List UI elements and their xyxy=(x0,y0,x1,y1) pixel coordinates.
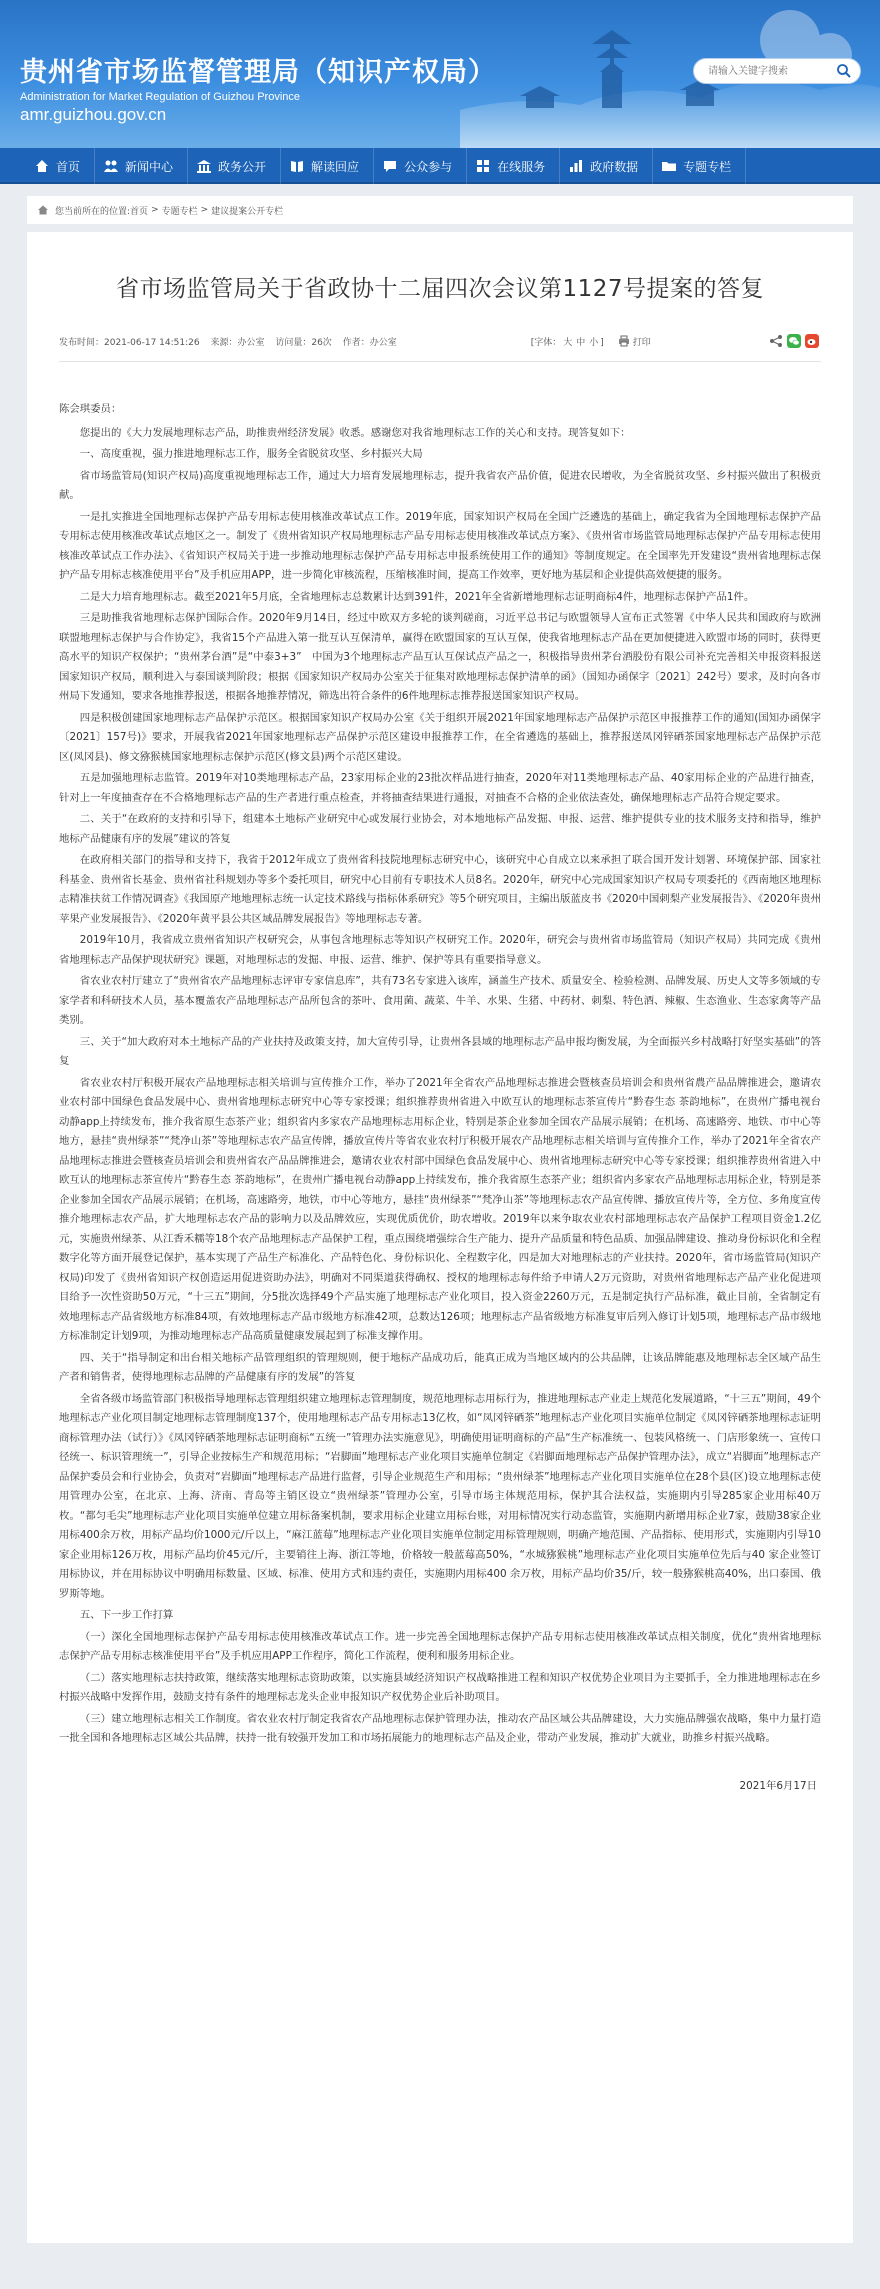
paragraph: 省农业农村厅建立了“贵州省农产品地理标志评审专家信息库”，共有73名专家进入该库，涵盖生产技术、质量安全、检验检测、品牌发展、历史人文等多领域的专家学者和科研技术人员，基本覆盖农产品地理标志产品所包含的茶叶、食用菌、蔬菜、牛羊、水果、生猪、中药材、刺梨、特色酒、辣椒、生态渔业、生态家禽等产品类别。 xyxy=(59,975,821,1026)
nav-item-label: 政务公开 xyxy=(218,159,267,174)
chat-icon xyxy=(382,158,398,174)
data-icon xyxy=(568,158,584,174)
article-title: 省市场监管局关于省政协十二届四次会议第1127号提案的答复 xyxy=(115,276,765,302)
printer-icon xyxy=(618,335,630,347)
font-size-label-end: ] xyxy=(600,337,604,348)
nav-item-label: 在线服务 xyxy=(497,159,546,174)
paragraph: 省市场监管局(知识产权局)高度重视地理标志工作，通过大力培育发展地理标志，提升我省农产品价值，促进农民增收，为全省脱贫攻坚、乡村振兴做出了积极贡献。 xyxy=(59,469,821,501)
nav-item-label: 解读回应 xyxy=(311,159,360,174)
nav-item-gov-open[interactable] xyxy=(188,148,281,184)
home-icon xyxy=(37,204,49,216)
publish-time: 发布时间：2021-06-17 14:51:26 xyxy=(59,337,200,348)
breadcrumb-prefix: 您当前所在的位置: xyxy=(55,206,131,217)
breadcrumb-separator: > xyxy=(151,205,159,215)
reply-date: 2021年6月17日 xyxy=(739,1779,817,1792)
grid-icon xyxy=(475,158,491,174)
wechat-icon[interactable] xyxy=(787,334,801,348)
weibo-icon[interactable] xyxy=(805,334,819,348)
building-icon xyxy=(196,158,212,174)
main-nav xyxy=(0,148,880,184)
nav-item-news[interactable] xyxy=(95,148,188,184)
paragraph: 四是积极创建国家地理标志产品保护示范区。根据国家知识产权局办公室《关于组织开展2021年国家地理标志产品保护示范区申报推荐工作的通知(国知办函保字〔2021〕157号)》要求，开展我省2021年国家地理标志产品保护示范区建设申报推荐工作，在全省遴选的基础上，推荐报送凤冈锌硒茶国家地理标志产品保护示范区(凤冈县)、修文猕猴桃国家地理标志保护示范区(修文县)两个示范区建设。 xyxy=(59,711,821,763)
site-title: 贵州省市场监督管理局（知识产权局） xyxy=(20,57,496,88)
site-url: amr.guizhou.gov.cn xyxy=(20,105,167,124)
print-button[interactable] xyxy=(618,335,651,348)
search-box xyxy=(693,58,861,84)
people-icon xyxy=(103,158,119,174)
font-size-large[interactable]: 大 xyxy=(563,337,573,348)
nav-item-home[interactable] xyxy=(26,148,95,184)
breadcrumb-link-proposals[interactable]: 建议提案公开专栏 xyxy=(211,206,284,217)
search-icon[interactable] xyxy=(836,63,852,79)
breadcrumb-link-special[interactable]: 专题专栏 xyxy=(161,206,198,217)
section-heading: 五、下一步工作打算 xyxy=(79,1609,174,1621)
nav-item-label: 公众参与 xyxy=(404,159,453,174)
article-body xyxy=(59,400,821,1796)
font-size-control xyxy=(531,335,604,348)
paragraph: 您提出的《大力发展地理标志产品，助推贵州经济发展》收悉。感谢您对我省地理标志工作的关心和支持。现答复如下： xyxy=(79,426,631,439)
font-size-medium[interactable]: 中 xyxy=(576,337,586,348)
book-icon xyxy=(289,158,305,174)
nav-item-label: 专题专栏 xyxy=(683,159,732,174)
paragraph: 在政府相关部门的指导和支持下，我省于2012年成立了贵州省科技院地理标志研究中心，该研究中心自成立以来承担了联合国开发计划署、环境保护部、国家社科基金、贵州省长基金、贵州省社科规划办等多个委托项目，研究中心目前有专职技术人员8名。2020年，研究中心完成国家知识产权局专项委托的《西南地区地理标志精准扶贫工作情况调查》《我国原产地地理标志统一认定技术路线与指标体系研究》等5个研究项目，主编出版蓝皮书《2020中国刺梨产业发展报告》、《2020年贵州苹果产业发展报告》、《2020年黄平县公共区域品牌发展报告》等地理标志专著。 xyxy=(59,854,821,925)
article xyxy=(27,232,853,2243)
section-heading: 四、关于“指导制定和出台相关地标产品管理组织的管理规则，便于地标产品成功后，能真正成为当地区域内的公共品牌，让该品牌能惠及地理标志全区域产品生产者和销售者，使得地理标志品牌的产品健康有序的发展”的答复 xyxy=(59,1351,821,1383)
nav-item-gov-data[interactable] xyxy=(560,148,653,184)
section-heading: 三、关于“加大政府对本土地标产品的产业扶持及政策支持，加大宣传引导，让贵州各县域的地理标志产品申报均衡发展，为全面振兴乡村战略打好坚实基础”的答复 xyxy=(59,1035,821,1067)
nav-item-interpret[interactable] xyxy=(281,148,374,184)
paragraph: （一）深化全国地理标志保护产品专用标志使用核准改革试点工作。进一步完善全国地理标志保护产品专用标志使用核准改革试点相关制度，优化“贵州省地理标志保护产品专用标志核准使用平台”及手机应用APP工作程序，简化工作流程，便利和服务用标企业。 xyxy=(59,1630,821,1662)
paragraph: 全省各级市场监管部门积极指导地理标志管理组织建立地理标志管理制度，规范地理标志用标行为，推进地理标志产业走上规范化发展道路，“十三五”期间，49个地理标志产业化项目制定地理标志管理制度137个，使用地理标志产品专用标志13亿枚，如“凤冈锌硒茶”地理标志产业化项目实施单位制定《凤冈锌硒茶地理标志证明商标管理办法（试行）》《凤冈锌硒茶地理标志证明商标“五统一”管理办法实施意见》，明确使用证明商标的产品“生产标准统一、包装风格统一、门店形象统一、宣传口径统一、标识管理统一”，引导企业按标生产和规范用标；“岩脚面”地理标志产业化项目实施单位制定《岩脚面地理标志产品保护管理办法》，成立“岩脚面”地理标志产品保护委员会和行业协会，负责对“岩脚面”地理标志产品进行监督，引导企业规范生产和用标；“贵州绿茶”地理标志产业化项目实施单位在28个县(区)设立地理标志使用管理办公室，在北京、上海、济南、青岛等主销区设立“贵州绿茶”管理办公室，引导市场主体规范用标，保护其合法权益，实施期内引导285家企业用标40万枚。“都匀毛尖”地理标志产业化项目实施单位建立用标备案机制，要求用标企业建立用标台账，对用标情况实行动态监管，实施期内新增用标企业7家，鼓励38家企业用标400余万枚，用标产品均价1000元/斤以上，“麻江蓝莓”地理标志产业化项目实施单位制定用标管理规则，明确产地范围、产品指标、使用形式，实施期内引导10 家企业用标126万枚，用标产品均价45元/斤，主要销往上海、浙江等地，价格较一般蓝莓高50%，“水城猕猴桃”地理标志产业化项目实施单位先后与40 家企业签订用标协议，并在用标协议中明确用标数量、区域、标准、使用方式和违约责任，实施期内用标400 余万枚，用标产品均价35/斤，较一般猕猴桃高40%，出口泰国、俄罗斯等地。 xyxy=(59,1392,821,1600)
breadcrumb-separator: > xyxy=(200,205,209,215)
paragraph: 2019年10月，我省成立贵州省知识产权研究会，从事包含地理标志等知识产权研究工作。2020年，研究会与贵州省市场监管局（知识产权局）共同完成《贵州省地理标志产品保护现状研究》课题，对地理标志的发掘、申报、运营、维护、保护等具有重要指导意义。 xyxy=(59,934,821,966)
paragraph: 三是助推我省地理标志保护国际合作。2020年9月14日，经过中欧双方多轮的谈判磋商，习近平总书记与欧盟领导人宣布正式签署《中华人民共和国政府与欧洲联盟地理标志保护与合作协定》，我省15个产品进入第一批互认互保清单，赢得在欧盟国家的互认互保，使我省地理标志产品在更加便捷进入欧盟市场的同时，获得更高水平的知识产权保护；“贵州茅台酒”是“中泰3+3” 中国为3个地理标志产品互认互保试点产品之一，积极指导贵州茅台酒股份有限公司补充完善相关申报资料报送国家知识产权局，顺利进入与泰国谈判阶段；根据《国家知识产权局办公室关于征集对欧地理标志保护清单的函》（国知办函保字〔2021〕242号）要求，及时向各市州局下发通知，要求各地推荐报送，根据各地推荐情况，筛选出符合条件的6件地理标志推荐报送国家知识产权局。 xyxy=(59,612,821,702)
share-icon[interactable] xyxy=(769,334,783,348)
paragraph: 省农业农村厅积极开展农产品地理标志相关培训与宣传推介工作，举办了2021年全省农产品地理标志推进会暨核查员培训会和贵州省農产品品牌推进会，邀请农业农村部中国绿色食品发展中心、贵州省地理标志研究中心等专家授课；组织推荐贵州省进入中欧互认的地理标志茶宣传片“黔春生态 茶韵地标”，在贵州广播电视台动静app上持续发布，推介我省原生态茶产业；组织省内多家农产品地理标志用标企业，特别是茶企业参加全国农产品展示展销；在机场、高速路旁、地铁、市中心等地方，悬挂“贵州绿茶”“梵净山茶”等地理标志农产品宣传牌，播放宣传片等省农业农村厅积极开展农产品地理标志相关培训与宣传推介工作，举办了2021年全省农产品地理标志推进会暨核查员培训会和贵州省农产品品牌推进会，邀请农业农村部中国绿色食品发展中心、贵州省地理标志研究中心等专家授课；组织推荐贵州省进入中欧互认的地理标志茶宣传片“黔春生态 茶韵地标”，在贵州广播电视台动静app上持续发布，推介我省原生态茶产业；组织省内多家农产品地理标志用标企业，特别是茶企业参加全国农产品展示展销；在机场，高速路旁，地铁，市中心等地方，悬挂“贵州绿茶”“梵净山茶”等地理标志农产品宣传牌、播放宣传片等，全方位、多角度宣传推介地理标志农产品，扩大地理标志农产品的影响力以及品牌效应，实现优质优价，助农增收。2019年以来争取农业农村部地理标志农产品保护工程项目资金1.2亿元，实施贵州绿茶、从江香禾糯等18个农产品地理标志产品保护工程，重点围绕增强综合生产能力、提升产品质量和特色品质、加强品牌建设、推动身份标识化和全程数字化等方面开展登记保护，基本实现了产品生产标准化、产品特色化、身份标识化、全程数字化，四是加大对地理标志的产业扶持。2020年，省市场监管局(知识产权局)印发了《贵州省知识产权创造运用促进资助办法》，明确对不同渠道获得确权、授权的地理标志每件给予申请人2万元资助，对贵州省地理标志产品产业化促进项目给予一次性资助50万元，“十三五”期间，分5批次选择49个产品实施了地理标志产业化项目，投入资金2260万元，五是制定执行产品标准，截止目前，全省制定有效地理标志产品省级地方标准84项，有效地理标志产品市级地方标准42项，总数达126项；地理标志产品省级地方标准复审后列入修订计划5项，地理标志产品市级地方标准制定计划9项，为推动地理标志产品高质量健康发展起到了标准支撑作用。 xyxy=(59,1076,821,1342)
font-size-small[interactable]: 小 xyxy=(589,337,599,348)
breadcrumb xyxy=(27,196,853,224)
nav-item-label: 首页 xyxy=(56,159,81,174)
paragraph: （三）建立地理标志相关工作制度。省农业农村厅制定我省农产品地理标志保护管理办法，推动农产品区域公共品牌建设，大力实施品牌强农战略，集中力量打造一批全国和各地理标志区域公共品牌，扶持一批有较强开发加工和市场拓展能力的地理标志产品及企业，带动产业发展，推动扩大就业，助推乡村振兴战略。 xyxy=(59,1712,821,1744)
folder-icon xyxy=(661,158,677,174)
paragraph: （二）落实地理标志扶持政策，继续落实地理标志资助政策，以实施县域经济知识产权战略推进工程和知识产权优势企业项目为主要抓手，全力推进地理标志在乡村振兴战略中发挥作用，鼓励支持有条件的地理标志龙头企业申报知识产权优势企业后补助项目。 xyxy=(59,1671,821,1703)
divider xyxy=(59,361,821,362)
nav-item-label: 新闻中心 xyxy=(125,159,174,174)
nav-item-label: 政府数据 xyxy=(590,159,639,174)
share-bar xyxy=(769,334,819,348)
site-title-en: Administration for Market Regulation of Guizhou Province xyxy=(20,91,301,103)
source: 来源：办公室 xyxy=(210,337,265,348)
article-meta xyxy=(59,331,821,351)
site-header xyxy=(0,0,880,148)
salutation: 陈会琪委员： xyxy=(59,403,122,415)
nav-item-special[interactable] xyxy=(653,148,746,184)
section-heading: 二、关于“在政府的支持和引导下，组建本土地标产业研究中心或发展行业协会，对本地地标产品发掘、申报、运营、维护提供专业的技术服务支持和指导，维护地标产品健康有序的发展”建议的答复 xyxy=(59,813,821,845)
print-label: 打印 xyxy=(632,337,651,348)
nav-item-online-service[interactable] xyxy=(467,148,560,184)
paragraph: 五是加强地理标志监管。2019年对10类地理标志产品，23家用标企业的23批次样品进行抽查，2020年对11类地理标志产品、40家用标企业的产品进行抽查，针对上一年度抽查存在不合格地理标志产品的生产者进行重点检查，并将抽查结果进行通报，对抽查不合格的企业依法查处，确保地理标志产品符合规定要求。 xyxy=(59,772,821,804)
paragraph: 一是扎实推进全国地理标志保护产品专用标志使用核准改革试点工作。2019年底，国家知识产权局在全国广泛遴选的基础上，确定我省为全国地理标志保护产品专用标志使用核准改革试点地区之一。制发了《贵州省知识产权局地理标志产品专用标志使用核准改革试点方案》、《贵州省市场监管局地理标志保护产品专用标志使用核准改革试点工作办法》、《省知识产权局关于进一步推动地理标志保护产品专用标志申报系统使用工作的通知》等制度规定。在全国率先开发建设“贵州省地理标志保护产品专用标志核准使用平台”及手机应用APP，进一步简化审核流程，压缩核准时间，提高工作效率，更好地为基层和企业提供高效便捷的服务。 xyxy=(59,510,821,581)
font-size-label: [字体： xyxy=(530,337,562,348)
view-count: 访问量：26次 xyxy=(275,337,332,348)
section-heading: 一、高度重视，强力推进地理标志工作，服务全省脱贫攻坚、乡村振兴大局 xyxy=(79,448,423,460)
search-input[interactable] xyxy=(708,60,838,84)
nav-item-participate[interactable] xyxy=(374,148,467,184)
paragraph: 二是大力培育地理标志。截至2021年5月底，全省地理标志总数累计达到391件，2021年全省新增地理标志证明商标4件，地理标志保护产品1件。 xyxy=(79,590,755,603)
site-brand[interactable] xyxy=(20,50,496,125)
home-icon xyxy=(34,158,50,174)
author: 作者：办公室 xyxy=(342,337,397,348)
breadcrumb-link-home[interactable]: 首页 xyxy=(130,206,149,217)
